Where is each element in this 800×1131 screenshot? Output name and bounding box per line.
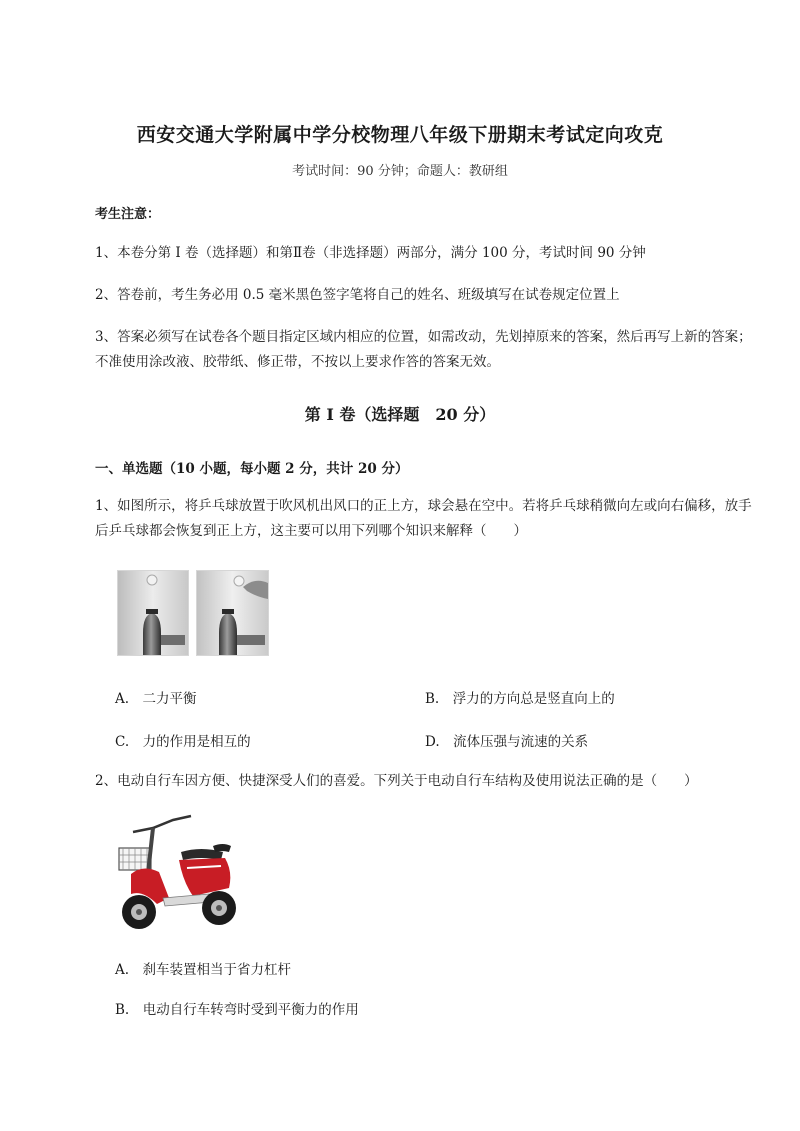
- hair-dryer-ball-photo: [117, 570, 189, 656]
- exam-subtitle: 考试时间：90 分钟；命题人：教研组: [292, 164, 508, 179]
- q1-option-b: B. 浮力的方向总是竖直向上的: [425, 691, 615, 707]
- question-1-stem: 1、如图所示，将乒乓球放置于吹风机出风口的正上方，球会悬在空中。若将乒乓球稍微向左或向右偏移，放手后乒乓球都会恢复到正上方，这主要可以用下列哪个知识来解释（ ）: [95, 498, 752, 539]
- exam-title: 西安交通大学附属中学分校物理八年级下册期末考试定向攻克: [136, 124, 664, 146]
- q1-option-d: D. 流体压强与流速的关系: [425, 734, 589, 750]
- q2-option-a: A. 刹车装置相当于省力杠杆: [115, 962, 292, 978]
- notice-heading: 考生注意：: [95, 207, 161, 222]
- q2-option-b: B. 电动自行车转弯时受到平衡力的作用: [115, 1002, 359, 1018]
- notice-item: 2、答卷前，考生务必用 0.5 毫米黑色签字笔将自己的姓名、班级填写在试卷规定位置上: [95, 287, 620, 303]
- q1-option-c: C. 力的作用是相互的: [115, 734, 251, 750]
- section-title: 第 I 卷（选择题 20 分）: [304, 405, 496, 424]
- notice-item: 1、本卷分第 I 卷（选择题）和第Ⅱ卷（非选择题）两部分，满分 100 分，考试时间 90 分钟: [95, 245, 646, 261]
- question-2-stem: 2、电动自行车因方便、快捷深受人们的喜爱。下列关于电动自行车结构及使用说法正确的是（ ）: [95, 773, 698, 789]
- electric-scooter-photo: [113, 812, 241, 934]
- part-heading: 一、单选题（10 小题，每小题 2 分，共计 20 分）: [95, 461, 409, 477]
- hair-dryer-ball-offset-photo: [196, 570, 269, 656]
- q1-option-a: A. 二力平衡: [115, 691, 197, 707]
- notice-item: 3、答案必须写在试卷各个题目指定区域内相应的位置，如需改动，先划掉原来的答案，然后再写上新的答案；不准使用涂改液、胶带纸、修正带，不按以上要求作答的答案无效。: [95, 329, 752, 370]
